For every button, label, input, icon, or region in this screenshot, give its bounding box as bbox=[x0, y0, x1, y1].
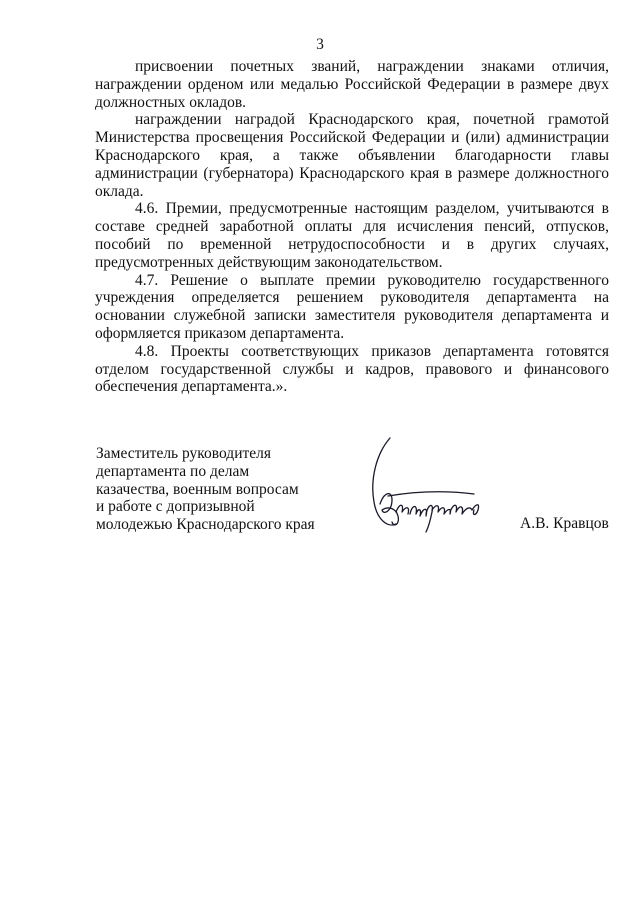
signatory-title bbox=[96, 445, 356, 534]
signatory-title-line: и работе с допризывной bbox=[96, 498, 255, 516]
document-body bbox=[95, 58, 609, 396]
paragraph: 4.8. Проекты соответствующих приказов департамента готовятся отделом государственной службы и кадров, правового и финансового обеспечения департамента.». bbox=[95, 342, 609, 396]
handwritten-signature bbox=[362, 432, 492, 544]
page-number: 3 bbox=[316, 36, 324, 53]
signatory-name: А.В. Кравцов bbox=[520, 515, 609, 532]
paragraph: 4.6. Премии, предусмотренные настоящим разделом, учитываются в составе средней заработной оплаты для исчисления пенсий, отпусков, пособий по временной нетрудоспособности и в других случаях, предусмотренных действующим законодательством. bbox=[95, 200, 609, 271]
signatory-title-line: казачества, военным вопросам bbox=[96, 480, 299, 498]
paragraph: 4.7. Решение о выплате премии руководителю государственного учреждения определяется решением руководителя департамента на основании служебной записки заместителя руководителя департамента и оформляется приказом департамента. bbox=[95, 271, 609, 342]
signatory-title-line: молодежью Краснодарского края bbox=[96, 516, 315, 534]
signatory-title-line: Заместитель руководителя bbox=[96, 445, 272, 462]
paragraph: присвоении почетных званий, награждении знаками отличия, награждении орденом или медалью Российской Федерации в размере двух должностных окладов. bbox=[95, 58, 609, 111]
paragraph: награждении наградой Краснодарского края, почетной грамотой Министерства просвещения Российской Федерации и (или) администрации Краснодарского края, а также объявлении благодарности главы администрации (губернатора) Краснодарского края в размере должностного оклада. bbox=[95, 111, 609, 200]
signatory-title-line: департамента по делам bbox=[96, 462, 250, 480]
